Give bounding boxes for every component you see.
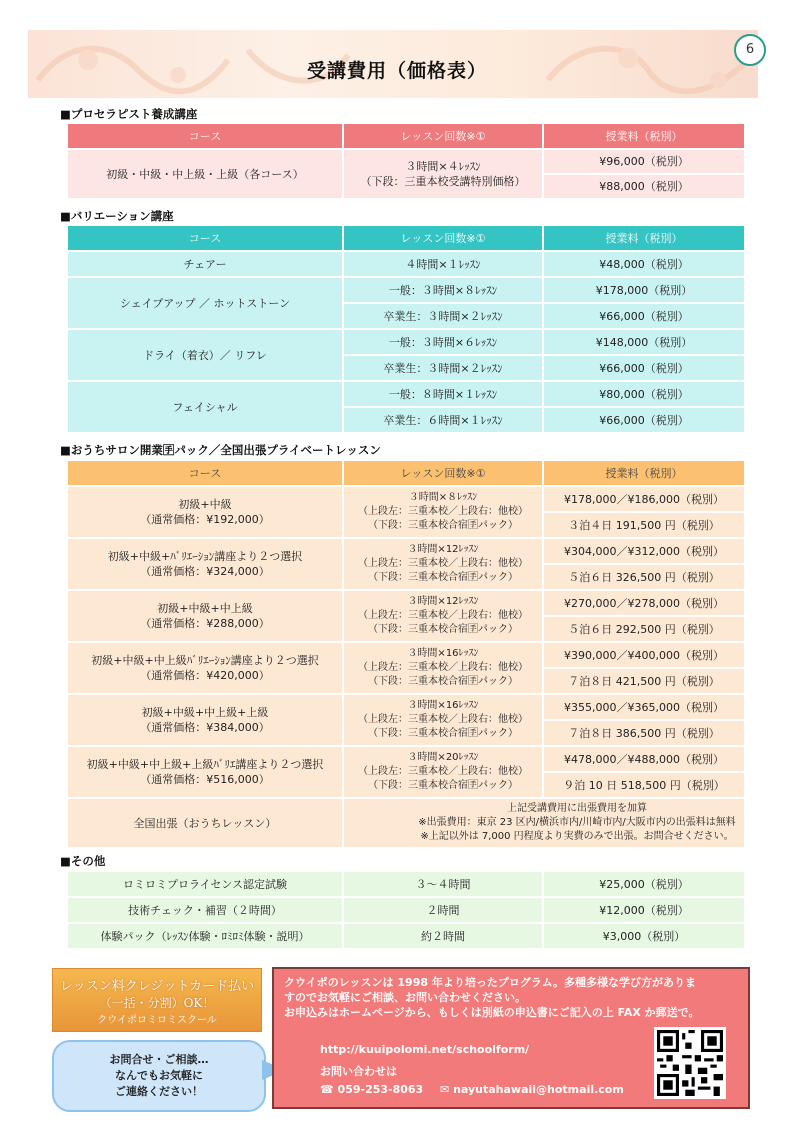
price: ¥80,000（税別） xyxy=(543,381,745,407)
price: ５泊６日 292,500 円（税別） xyxy=(543,616,745,642)
price: ¥148,000（税別） xyxy=(543,329,745,355)
price: ¥96,000（税別） xyxy=(543,149,745,174)
price: ¥304,000／¥312,000（税別） xyxy=(543,538,745,564)
course-name: 初級+中級+中上級ﾊﾞﾘｴｰｼｮﾝ講座より２つ選択 （通常価格：¥420,000） xyxy=(67,642,343,694)
lesson-count: ２時間 xyxy=(343,897,543,923)
lesson-count: ３〜４時間 xyxy=(343,871,543,897)
section-title-other: ■その他 xyxy=(60,854,106,868)
course-name: 初級+中級+中上級 （通常価格：¥288,000） xyxy=(67,590,343,642)
course-name: 初級+中級+中上級+上級 （通常価格：¥384,000） xyxy=(67,694,343,746)
credit-line: レッスン料クレジットカード払い xyxy=(59,979,255,994)
info-box xyxy=(272,967,750,1109)
col-header-lessons: レッスン回数※① xyxy=(343,225,543,251)
price: ¥478,000／¥488,000（税別） xyxy=(543,746,745,772)
email-address[interactable]: ✉ nayutahawaii@hotmail.com xyxy=(440,1083,624,1096)
lesson-count: ３時間×12ﾚｯｽﾝ （上段左：三重本校／上段右：他校） （下段：三重本校合宿🈐パック） xyxy=(343,590,543,642)
course-name: 体験パック（ﾚｯｽﾝ体験・ﾛﾐﾛﾐ体験・説明） xyxy=(67,923,343,949)
col-header-lessons: レッスン回数※① xyxy=(343,123,543,149)
lesson-count: ３時間×16ﾚｯｽﾝ （上段左：三重本校／上段右：他校） （下段：三重本校合宿🈐パック） xyxy=(343,642,543,694)
phone-icon: ☎ xyxy=(320,1083,334,1096)
price: ５泊６日 326,500 円（税別） xyxy=(543,564,745,590)
bubble-line: お問合せ・ご相談… xyxy=(109,1053,209,1066)
col-header-fee: 授業料（税別） xyxy=(543,123,745,149)
price: ７泊８日 421,500 円（税別） xyxy=(543,668,745,694)
price: ¥48,000（税別） xyxy=(543,251,745,277)
phone-number[interactable]: ☎ 059-253-8063 xyxy=(320,1083,424,1096)
price: ¥25,000（税別） xyxy=(543,871,745,897)
other-table xyxy=(66,870,746,950)
price: ¥355,000／¥365,000（税別） xyxy=(543,694,745,720)
lesson-count: 卒業生：３時間×２ﾚｯｽﾝ xyxy=(343,303,543,329)
bubble-line: ご連絡ください！ xyxy=(115,1085,203,1098)
lesson-count: 一般：８時間×１ﾚｯｽﾝ xyxy=(343,381,543,407)
pro-course-table xyxy=(66,122,746,200)
course-name: シェイプアップ ／ ホットストーン xyxy=(67,277,343,329)
school-url-link[interactable]: http://kuuipolomi.net/schoolform/ xyxy=(320,1043,530,1056)
price: ¥66,000（税別） xyxy=(543,407,745,433)
price: ¥3,000（税別） xyxy=(543,923,745,949)
lesson-count: ３時間×20ﾚｯｽﾝ （上段左：三重本校／上段右：他校） （下段：三重本校合宿🈐パック） xyxy=(343,746,543,798)
price: ¥66,000（税別） xyxy=(543,355,745,381)
course-name: フェイシャル xyxy=(67,381,343,433)
col-header-course: コース xyxy=(67,460,343,486)
col-header-course: コース xyxy=(67,225,343,251)
variation-course-table xyxy=(66,224,746,434)
course-name: 初級+中級+ﾊﾞﾘｴｰｼｮﾝ講座より２つ選択 （通常価格：¥324,000） xyxy=(67,538,343,590)
course-name: ロミロミプロライセンス認定試験 xyxy=(67,871,343,897)
mail-icon: ✉ xyxy=(440,1083,450,1096)
course-name: 初級・中級・中上級・上級（各コース） xyxy=(67,149,343,199)
page-number: 6 xyxy=(734,34,766,66)
price: ７泊８日 386,500 円（税別） xyxy=(543,720,745,746)
lesson-count: ４時間×１ﾚｯｽﾝ xyxy=(343,251,543,277)
price: ９泊 10 日 518,500 円（税別） xyxy=(543,772,745,798)
credit-line: （一括・分割）OK！ xyxy=(99,996,215,1010)
price: ¥12,000（税別） xyxy=(543,897,745,923)
price: ３泊４日 191,500 円（税別） xyxy=(543,512,745,538)
course-name: チェアー xyxy=(67,251,343,277)
price: ¥66,000（税別） xyxy=(543,303,745,329)
price: ¥88,000（税別） xyxy=(543,174,745,199)
section-title-salon: ■おうちサロン開業🈐パック／全国出張プライベートレッスン xyxy=(60,443,381,457)
col-header-lessons: レッスン回数※① xyxy=(343,460,543,486)
price: ¥178,000／¥186,000（税別） xyxy=(543,486,745,512)
section-title-pro: ■プロセラピスト養成講座 xyxy=(60,107,198,121)
lesson-count: 卒業生：６時間×１ﾚｯｽﾝ xyxy=(343,407,543,433)
contact-bubble xyxy=(52,1040,266,1112)
lesson-count: ３時間×４ﾚｯｽﾝ （下段：三重本校受講特別価格） xyxy=(343,149,543,199)
course-name: 全国出張（おうちレッスン） xyxy=(67,798,343,848)
travel-note: 上記受講費用に出張費用を加算 ※出張費用：東京 23 区内/横浜市内/川崎市内/大阪市内の出張料は無料 ※上記以外は 7,000 円程度より実費のみで出張。お問合せください。 xyxy=(343,798,745,848)
lesson-count: 一般：３時間×６ﾚｯｽﾝ xyxy=(343,329,543,355)
lesson-count: 卒業生：３時間×２ﾚｯｽﾝ xyxy=(343,355,543,381)
qr-code-graphic xyxy=(657,1030,723,1096)
col-header-fee: 授業料（税別） xyxy=(543,225,745,251)
section-title-variation: ■バリエーション講座 xyxy=(60,209,174,223)
price: ¥178,000（税別） xyxy=(543,277,745,303)
bubble-line: なんでもお気軽に xyxy=(115,1069,203,1082)
price: ¥270,000／¥278,000（税別） xyxy=(543,590,745,616)
credit-school-name: クウイポロミロミスクール xyxy=(97,1015,217,1026)
contact-label: お問い合わせは xyxy=(320,1065,397,1078)
info-text: クウイポのレッスンは 1998 年より培ったプログラム。多種多様な学び方がありま すのでお気軽にご相談、お問い合わせください。 お申込みはホームページから、もしくは別紙の申込書にご記入の上 FAX か郵送で。 xyxy=(284,976,700,1019)
lesson-count: 一般：３時間×８ﾚｯｽﾝ xyxy=(343,277,543,303)
course-name: 技術チェック・補習（２時間） xyxy=(67,897,343,923)
lesson-count: ３時間×８ﾚｯｽﾝ （上段左：三重本校／上段右：他校） （下段：三重本校合宿🈐パック） xyxy=(343,486,543,538)
salon-course-table xyxy=(66,459,746,849)
page-title: 受講費用（価格表） xyxy=(306,60,487,82)
lesson-count: ３時間×12ﾚｯｽﾝ （上段左：三重本校／上段右：他校） （下段：三重本校合宿🈐パック） xyxy=(343,538,543,590)
course-name: ドライ（着衣）／ リフレ xyxy=(67,329,343,381)
lesson-count: 約２時間 xyxy=(343,923,543,949)
course-name: 初級+中級 （通常価格：¥192,000） xyxy=(67,486,343,538)
lesson-count: ３時間×16ﾚｯｽﾝ （上段左：三重本校／上段右：他校） （下段：三重本校合宿🈐パック） xyxy=(343,694,543,746)
col-header-course: コース xyxy=(67,123,343,149)
col-header-fee: 授業料（税別） xyxy=(543,460,745,486)
credit-card-banner xyxy=(52,968,262,1032)
qr-code-icon[interactable] xyxy=(654,1027,726,1099)
course-name: 初級+中級+中上級+上級ﾊﾞﾘｴ講座より２つ選択 （通常価格：¥516,000） xyxy=(67,746,343,798)
price: ¥390,000／¥400,000（税別） xyxy=(543,642,745,668)
